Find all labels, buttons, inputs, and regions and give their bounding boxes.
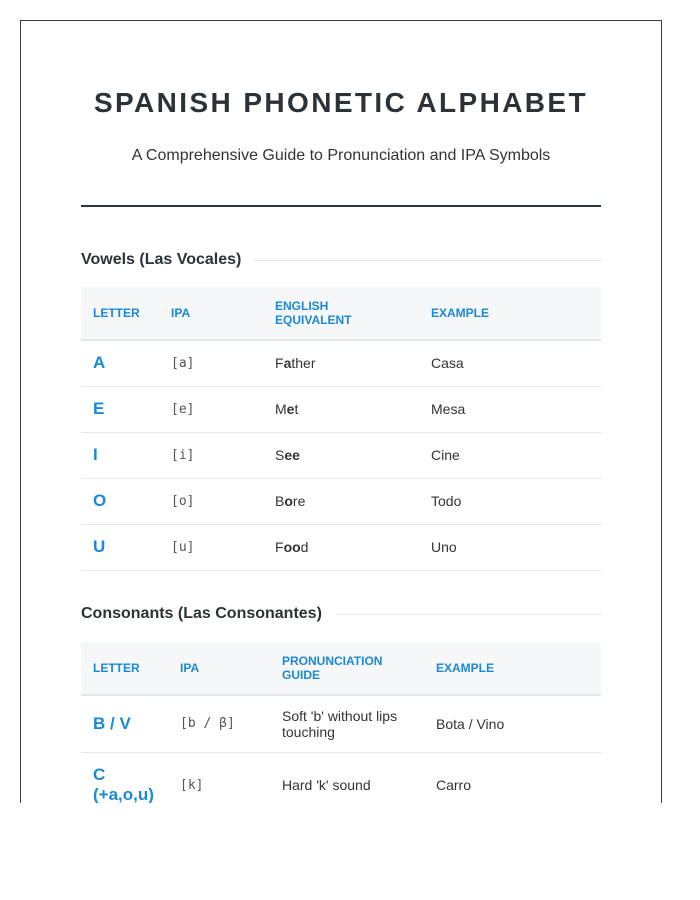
col-header-example: EXAMPLE (419, 287, 601, 340)
equivalent-text: re (292, 493, 306, 509)
vowels-table-header (81, 287, 601, 340)
vowel-letter: O (81, 478, 159, 524)
table-row (81, 524, 601, 570)
equivalent-text: ther (291, 355, 316, 372)
col-header-letter: LETTER (81, 287, 159, 340)
consonant-example: Bota / Vino (424, 695, 601, 752)
table-row (81, 432, 601, 478)
consonant-pronunciation-guide: Hard 'k' sound (270, 752, 424, 803)
vowel-ipa: [i] (159, 432, 263, 478)
equivalent-text: S (275, 447, 285, 463)
vowel-example: Todo (419, 478, 601, 524)
col-header-english-equivalent: ENGLISH EQUIVALENT (263, 287, 419, 340)
table-row (81, 340, 601, 386)
col-header-pronunciation-guide: PRONUNCIATION GUIDE (270, 642, 424, 695)
equivalent-text: t (294, 401, 299, 417)
equivalent-text: F (275, 355, 284, 372)
equivalent-text: M (275, 401, 287, 417)
consonant-pronunciation-guide: Soft 'b' without lips touching (270, 695, 424, 752)
consonants-table (81, 642, 601, 803)
vowel-letter: I (81, 432, 159, 478)
vowel-letter: E (81, 386, 159, 432)
title-divider (81, 205, 601, 207)
vowel-english-equivalent (263, 432, 419, 478)
vowels-table (81, 287, 601, 571)
vowel-ipa: [e] (159, 386, 263, 432)
equivalent-text: F (275, 539, 284, 555)
vowel-example: Casa (419, 340, 601, 386)
page-title: SPANISH PHONETIC ALPHABET (93, 87, 589, 118)
equivalent-highlight: a (283, 355, 292, 372)
vowel-english-equivalent (263, 386, 419, 432)
consonant-letter: C (+a,o,u) (81, 752, 168, 803)
consonants-heading-label: Consonants (Las Consonantes) (81, 605, 322, 622)
vowels-heading-label: Vowels (Las Vocales) (81, 251, 242, 268)
equivalent-text: d (300, 539, 309, 555)
consonants-table-header (81, 642, 601, 695)
vowel-letter: U (81, 524, 159, 570)
vowels-section-heading (81, 249, 601, 271)
vowel-example: Mesa (419, 386, 601, 432)
col-header-ipa: IPA (159, 287, 263, 340)
table-row (81, 752, 601, 803)
vowel-letter: A (81, 340, 159, 386)
vowel-english-equivalent (263, 340, 419, 386)
table-row (81, 386, 601, 432)
table-row (81, 478, 601, 524)
consonants-section-heading (81, 603, 601, 625)
vowel-example: Cine (419, 432, 601, 478)
vowel-example: Uno (419, 524, 601, 570)
col-header-letter: LETTER (81, 642, 168, 695)
equivalent-text: B (275, 493, 285, 509)
vowel-english-equivalent (263, 524, 419, 570)
consonant-letter: B / V (81, 695, 168, 752)
col-header-ipa: IPA (168, 642, 270, 695)
vowel-ipa: [a] (159, 340, 263, 386)
consonant-ipa: [b / β] (168, 695, 270, 752)
vowels-heading-line (255, 260, 601, 261)
equivalent-highlight: o (284, 493, 293, 509)
consonants-heading-line (336, 614, 601, 615)
equivalent-highlight: e (286, 401, 295, 417)
equivalent-highlight: ee (284, 447, 300, 463)
vowel-ipa: [u] (159, 524, 263, 570)
table-row (81, 695, 601, 752)
consonant-ipa: [k] (168, 752, 270, 803)
col-header-example: EXAMPLE (424, 642, 601, 695)
vowel-ipa: [o] (159, 478, 263, 524)
equivalent-highlight: oo (283, 539, 301, 555)
page-subtitle: A Comprehensive Guide to Pronunciation and IPA Symbols (131, 147, 551, 164)
consonant-example: Carro (424, 752, 601, 803)
document-page (20, 20, 662, 803)
vowel-english-equivalent (263, 478, 419, 524)
